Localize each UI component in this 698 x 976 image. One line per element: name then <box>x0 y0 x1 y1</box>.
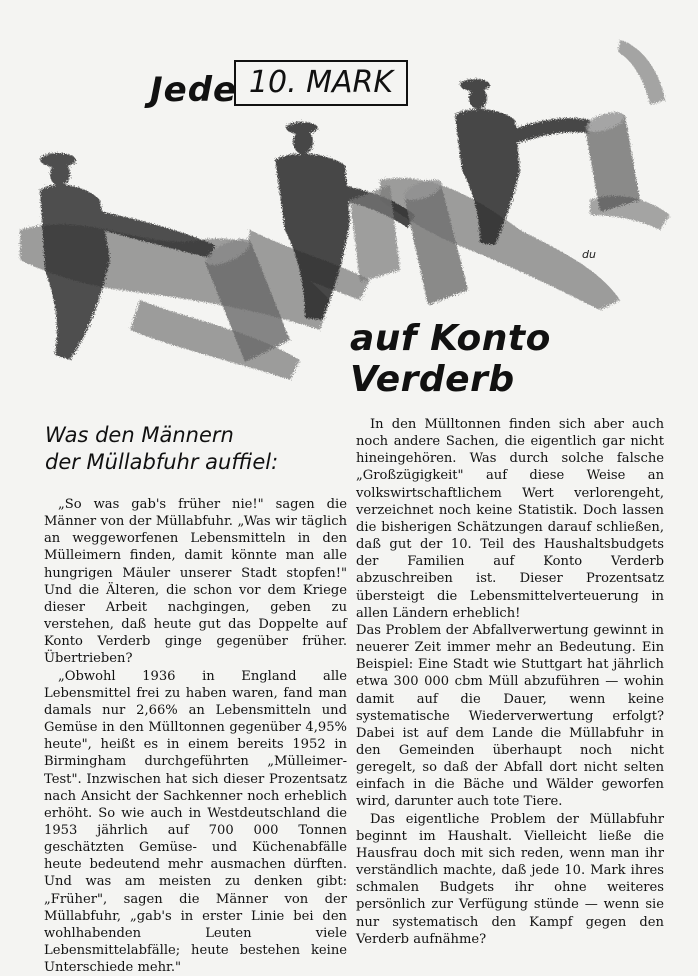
paragraph: „Obwohl 1936 in England alle Lebensmittel frei zu haben waren, fand man damals nur 2,66% an Lebensmitteln und Gemüse in den Mülltonnen gegenüber 4,95% heute", heißt es in einem bereits 1952 in Birmingham durchgeführten „Mülleimer-Test". Inzwischen hat sich dieser Prozentsatz nach Ansicht der Sachkenner noch erheblich erhöht. So wie auch in Westdeutschland die 1953 jährlich auf 700 000 Tonnen geschätzten Gemüse- und Küchenabfälle heute bedeutend mehr ausmachen dürften. Und was am meisten zu denken gibt: „Früher", sagen die Männer von der Müllabfuhr, „gab's in erster Linie bei den wohlhabenden Leuten viele Lebensmittelabfälle; heute bestehen keine Unterschiede mehr." <box>44 668 347 976</box>
subheading-line-1: Was den Männern <box>45 423 234 447</box>
headline-konto-verderb: auf Konto Verderb <box>350 318 551 400</box>
illustrator-signature: du <box>582 248 596 261</box>
headline-jede: Jede <box>150 70 238 110</box>
paragraph: Das eigentliche Problem der Müllabfuhr beginnt im Haushalt. Vielleicht ließe die Hausfrau doch mit sich reden, wenn man ihr verständlich machte, daß jede 10. Mark ihres schmalen Budgets ihr ohne weiteres persönlich zur Verfügung stünde — wenn sie nur systematisch den Kampf gegen den Verderb aufnähme? <box>356 811 664 947</box>
headline-boxed-amount: 10. MARK <box>234 60 408 106</box>
subheading-line-2: der Müllabfuhr auffiel: <box>45 450 279 474</box>
left-column <box>44 496 347 976</box>
right-column <box>356 416 664 948</box>
paragraph: In den Mülltonnen finden sich aber auch noch andere Sachen, die eigentlich gar nicht hineingehören. Was durch solche falsche „Großzügigkeit" auf diese Weise an volkswirtschaftlichem Wert verlorengeht, verzeichnet noch keine Statistik. Doch lassen die bisherigen Schätzungen darauf schließen, daß gut der 10. Teil des Haushaltsbudgets der Familien auf Konto Verderb abzuschreiben ist. Dieser Prozentsatz übersteigt die Lebensmittelverteuerung in allen Ländern erheblich! <box>356 417 664 621</box>
paragraph: „So was gab's früher nie!" sagen die Männer von der Müllabfuhr. „Was wir täglich an weggeworfenen Lebensmitteln in den Mülleimern finden, damit könnte man alle hungrigen Mäuler unserer Stadt stopfen!" Und die Älteren, die schon vor dem Kriege dieser Arbeit nachgingen, geben zu verstehen, daß heute gut das Doppelte auf Konto Verderb ginge gegenüber früher. Übertrieben? <box>44 497 347 667</box>
paragraph: Das Problem der Abfallverwertung gewinnt in neuerer Zeit immer mehr an Bedeutung. Ein Beispiel: Eine Stadt wie Stuttgart hat jährlich etwa 300 000 cbm Müll abzuführen — wohin damit auf die Dauer, wenn keine systematische Wiederverwertung erfolgt? Dabei ist auf dem Lande die Müllabfuhr in den Gemeinden überhaupt noch nicht geregelt, so daß der Abfall dort nicht selten einfach in die Bäche und Wälder geworfen wird, darunter auch tote Tiere. <box>356 622 664 810</box>
subheading <box>45 422 335 476</box>
